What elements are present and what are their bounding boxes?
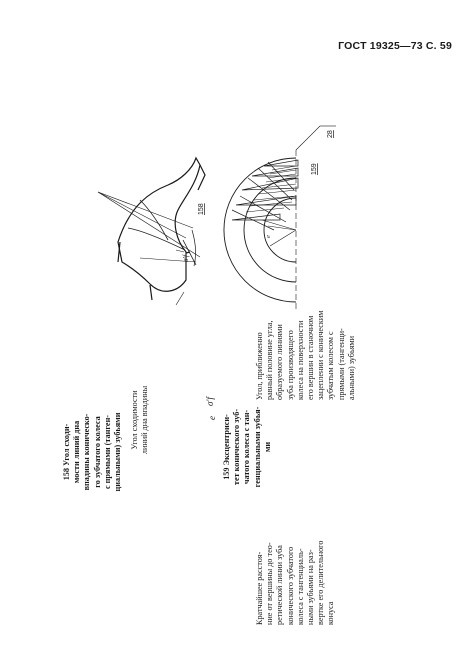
label-28: 28 [327, 130, 334, 138]
figure-159-label: 159 [311, 163, 318, 175]
figure-158-gear [118, 158, 205, 300]
definition-159-text: Кратчайшее расстоя- ние от вершины до тео- ретической линии зуба конического зубчатого колеса с тангенциаль- ными зубьями на раз- вертке его делительного конуса [255, 540, 336, 625]
term-158-plain: Угол сходимости линий дна впадины [130, 385, 150, 455]
symbol-159-text: e [207, 416, 217, 420]
term-159: 159 Эксцентриси- тет конического зуб- чатого колеса с тан- генциальными зубья- ми [222, 406, 272, 488]
figure-158-label: 158 [198, 203, 205, 215]
svg-text:σ'f: σ'f [182, 255, 190, 262]
figure-159-e-mark: e [265, 235, 272, 238]
figure-158-tick [176, 292, 184, 305]
page-header: ГОСТ 19325—73 С. 59 [338, 40, 452, 52]
figure-159-teeth [232, 160, 298, 230]
figure-158-construction-lines [98, 192, 200, 265]
term-158: 158 Угол сходи- мости линий дна впадины коническо- го зубчатого колеса с прямыми (танген- циальными) зубьями [62, 412, 123, 492]
definition-158: Угол, приближенно равный половине угла, образуемого линиями зуба производящего колеса на поверхности его вершин в станочном зацеплении с коническим зубчатым колесом с прямыми (тангенци- альными) зубьями [255, 310, 356, 400]
symbol-158: σ'f [205, 397, 215, 406]
